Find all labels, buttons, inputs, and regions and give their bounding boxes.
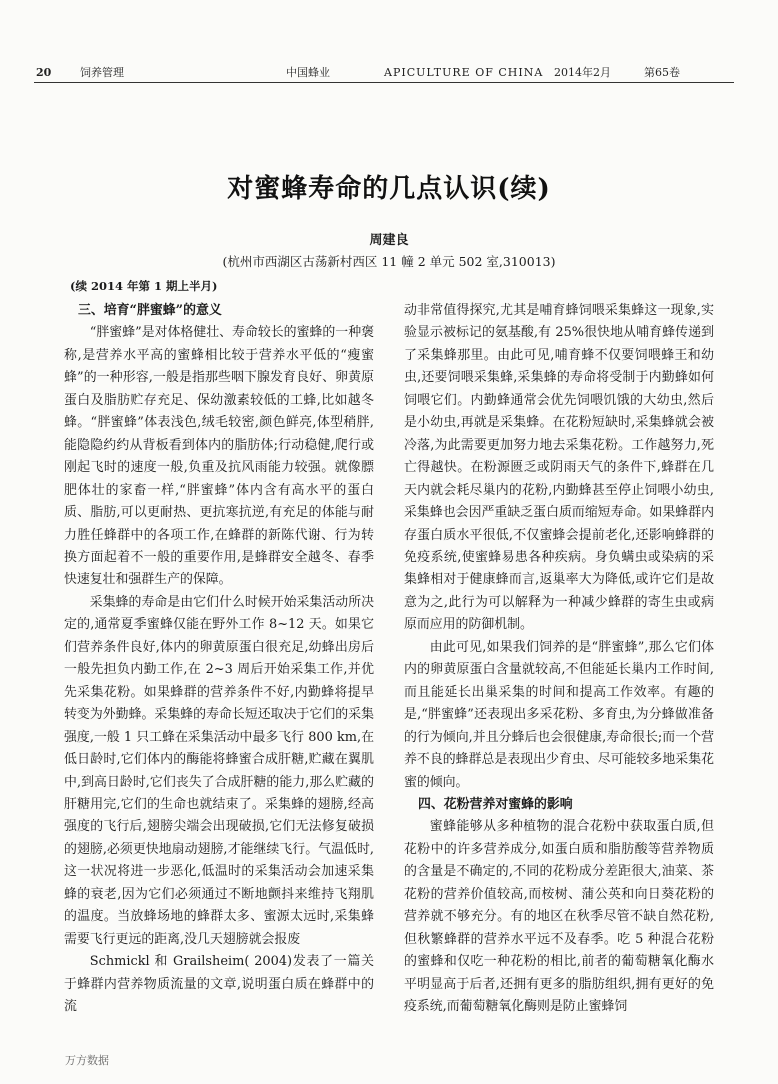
journal-name: 中国蜂业 xyxy=(286,66,330,79)
article-title: 对蜜蜂寿命的几点认识(续) xyxy=(227,174,551,204)
paragraph: 动非常值得探究,尤其是哺育蜂饲喂采集蜂这一现象,实验显示被标记的氨基酸,有 25%很快地从哺育蜂传递到了采集蜂那里。由此可见,哺育蜂不仅要饲喂蜂王和幼虫,还要饲喂采集蜂,采集蜂的寿命将受制于内勤蜂如何饲喂它们。内勤蜂通常会优先饲喂饥饿的大幼虫,然后是小幼虫,再就是采集蜂。在花粉短缺时,采集蜂就会被冷落,为此需要更加努力地去采集花粉。工作越努力,死亡得越快。在粉源匮乏或阴雨天气的条件下,蜂群在几天内就会耗尽巢内的花粉,内勤蜂甚至停止饲喂小幼虫,采集蜂也会因严重缺乏蛋白质而缩短寿命。如果蜂群内存蛋白质水平很低,不仅蜜蜂会提前老化,还影响蜂群的免疫系统,使蜜蜂易患各种疾病。身负螨虫或染病的采集蜂相对于健康蜂而言,返巢率大为降低,或许它们是故意为之,此行为可以解释为一种减少蜂群的寄生虫或病原而应用的防御机制。 xyxy=(404,303,714,633)
page-number: 20 xyxy=(36,66,52,79)
paragraph: 由此可见,如果我们饲养的是“胖蜜蜂”,那么它们体内的卵黄原蛋白含量就较高,不但能延长巢内工作时间,而且能延长出巢采集的时间和提高工作效率。有趣的是,“胖蜜蜂”还表现出多采花粉、多育虫,为分蜂做准备的行为倾向,并且分蜂后也会很健康,寿命很长;而一个营养不良的蜂群总是表现出少育虫、尽可能较多地采集花蜜的倾向。 xyxy=(404,639,714,790)
journal-name-en: APICULTURE OF CHINA xyxy=(384,66,544,79)
article-author: 周建良 xyxy=(369,233,409,248)
running-header xyxy=(34,64,734,83)
right-column xyxy=(404,300,714,1019)
author-affiliation: (杭州市西湖区古荡新村西区 11 幢 2 单元 502 室,310013) xyxy=(222,254,556,269)
volume: 第65卷 xyxy=(644,66,680,79)
issue-date: 2014年2月 xyxy=(554,66,611,79)
watermark: 万方数据 xyxy=(65,1054,109,1067)
paragraph: 采集蜂的寿命是由它们什么时候开始采集活动所决定的,通常夏季蜜蜂仅能在野外工作 8~12 天。如果它们营养条件良好,体内的卵黄原蛋白很充足,幼蜂出房后一般先担负内勤工作,在 2~3 周后开始采集工作,并优先采集花粉。如果蜂群的营养条件不好,内勤蜂将提早转变为外勤蜂。采集蜂的寿命长短还取决于它们的采集强度,一般 1 只工蜂在采集活动中最多飞行 800 km,在低日龄时,它们体内的酶能将蜂蜜合成肝糖,贮藏在翼肌中,到高日龄时,它们丧失了合成肝糖的能力,那么贮藏的肝糖用完,它们的生命也就结束了。采集蜂的翅膀,经高强度的飞行后,翅膀尖端会出现破损,它们无法修复破损的翅膀,必须更快地扇动翅膀,才能继续飞行。气温低时,这一状况将进一步恶化,低温时的采集活动会加速采集蜂的衰老,因为它们必须通过不断地颤抖来维持飞翔肌的温度。当放蜂场地的蜂群太多、蜜源太远时,采集蜂需要飞行更远的距离,没几天翅膀就会报废 xyxy=(64,594,374,947)
paragraph: 蜜蜂能够从多种植物的混合花粉中获取蛋白质,但花粉中的许多营养成分,如蛋白质和脂肪酸等营养物质的含量是不确定的,不同的花粉成分差距很大,油菜、茶花粉的营养价值较高,而桉树、蒲公英和向日葵花粉的营养就不够充分。有的地区在秋季尽管不缺自然花粉,但秋繁蜂群的营养水平远不及春季。吃 5 种混合花粉的蜜蜂和仅吃一种花粉的相比,前者的葡萄糖氧化酶水平明显高于后者,还拥有更多的脂肪组织,拥有更好的免疫系统,而葡萄糖氧化酶则是防止蜜蜂饲 xyxy=(404,819,714,1015)
paragraph: Schmickl 和 Grailsheim( 2004)发表了一篇关于蜂群内营养物质流量的文章,说明蛋白质在蜂群中的流 xyxy=(64,954,374,1015)
left-column xyxy=(64,300,374,1019)
section-heading: 三、培育“胖蜜蜂”的意义 xyxy=(78,303,222,318)
continued-note: (续 2014 年第 1 期上半月) xyxy=(70,279,218,293)
section-heading: 四、花粉营养对蜜蜂的影响 xyxy=(418,796,573,812)
column-name: 饲养管理 xyxy=(80,66,124,79)
paragraph: “胖蜜蜂”是对体格健壮、寿命较长的蜜蜂的一种褒称,是营养水平高的蜜蜂相比较于营养水平低的“瘦蜜蜂”的一种形容,一般是指那些咽下腺发育良好、卵黄原蛋白及脂肪贮存充足、保幼激素较低的工蜂,比如越冬蜂。“胖蜜蜂”体表浅色,绒毛较密,颜色鲜亮,体型稍胖,能隐隐约约从背板看到体内的脂肪体;行动稳健,爬行或刚起飞时的速度一般,负重及抗风雨能力较强。就像膘肥体壮的家畜一样,“胖蜜蜂”体内含有高水平的蛋白质、脂肪,可以更耐热、更抗寒抗逆,有充足的体能与耐力胜任蜂群中的各项工作,在蜂群的新陈代谢、行为转换方面起着不一般的重要作用,是蜂群安全越冬、春季快速复壮和强群生产的保障。 xyxy=(64,325,374,588)
